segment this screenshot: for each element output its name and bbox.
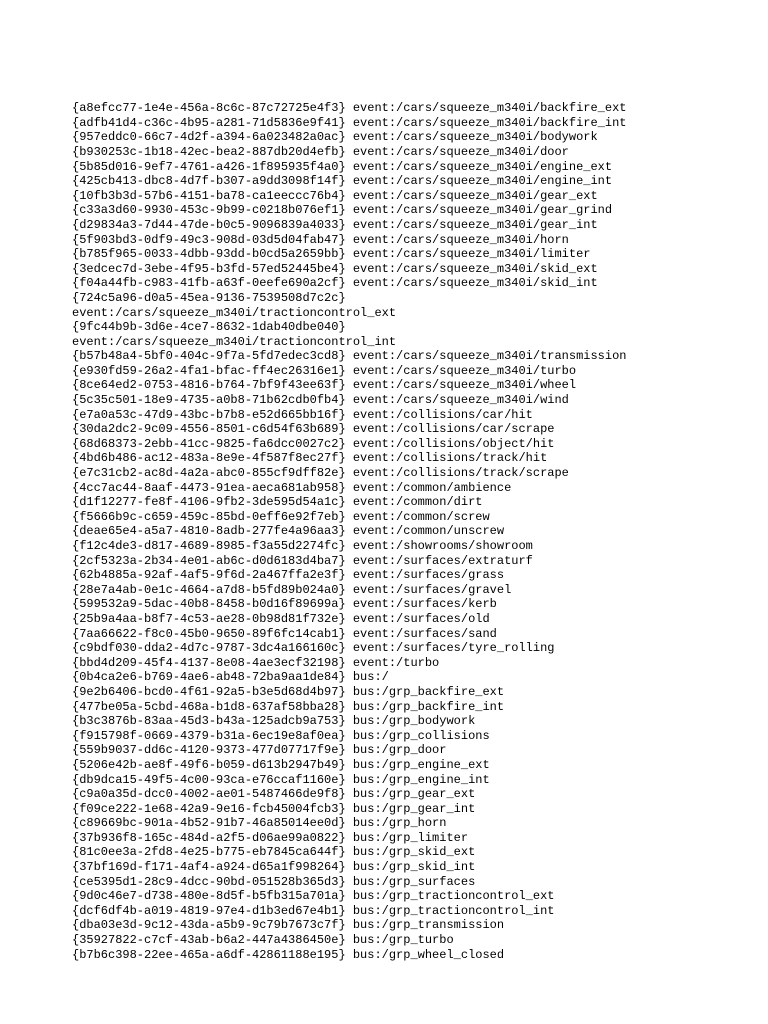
guid-line: {deae65e4-a5a7-4810-8adb-277fe4a96aa3} event:/common/unscrew: [72, 524, 505, 539]
guid-line: {957eddc0-66c7-4d2f-a394-6a023482a0ac} event:/cars/squeeze_m340i/bodywork: [72, 130, 598, 145]
guid-line: {c9bdf030-dda2-4d7c-9787-3dc4a166160c} event:/surfaces/tyre_rolling: [72, 641, 555, 656]
guid-line: {b785f965-0033-4dbb-93dd-b0cd5a2659bb} event:/cars/squeeze_m340i/limiter: [72, 247, 591, 262]
guid-line: {62b4885a-92af-4af5-9f6d-2a467ffa2e3f} event:/surfaces/grass: [72, 568, 505, 583]
guid-line: {5f903bd3-0df9-49c3-908d-03d5d04fab47} event:/cars/squeeze_m340i/horn: [72, 232, 569, 247]
guid-line: {724c5a96-d0a5-45ea-9136-7539508d7c2c}: [72, 290, 346, 305]
guid-line: {9fc44b9b-3d6e-4ce7-8632-1dab40dbe040}: [72, 320, 346, 335]
guid-line: {d29834a3-7d44-47de-b0c5-9096839a4033} event:/cars/squeeze_m340i/gear_int: [72, 217, 598, 232]
guid-line: {b57b48a4-5bf0-404c-9f7a-5fd7edec3cd8} event:/cars/squeeze_m340i/transmission: [72, 349, 627, 364]
guid-line: {5c35c501-18e9-4735-a0b8-71b62cdb0fb4} event:/cars/squeeze_m340i/wind: [72, 393, 569, 408]
guid-line: {7aa66622-f8c0-45b0-9650-89f6fc14cab1} event:/surfaces/sand: [72, 626, 497, 641]
guid-line: {c89669bc-901a-4b52-91b7-46a85014ee0d} bus:/grp_horn: [72, 816, 447, 831]
guid-line: {9e2b6406-bcd0-4f61-92a5-b3e5d68d4b97} bus:/grp_backfire_ext: [72, 684, 505, 699]
guid-line: {9d0c46e7-d738-480e-8d5f-b5fb315a701a} bus:/grp_tractioncontrol_ext: [72, 889, 555, 904]
guid-line: {f04a44fb-c983-41fb-a63f-0eefe690a2cf} event:/cars/squeeze_m340i/skid_int: [72, 276, 598, 291]
guid-line: {dba03e3d-9c12-43da-a5b9-9c79b7673c7f} bus:/grp_transmission: [72, 918, 505, 933]
guid-line: {559b9037-dd6c-4120-9373-477d07717f9e} bus:/grp_door: [72, 743, 447, 758]
guid-line: {425cb413-dbc8-4d7f-b307-a9dd3098f14f} event:/cars/squeeze_m340i/engine_int: [72, 174, 613, 189]
guid-line: {e7c31cb2-ac8d-4a2a-abc0-855cf9dff82e} event:/collisions/track/scrape: [72, 466, 569, 481]
guid-line: {e930fd59-26a2-4fa1-bfac-ff4ec26316e1} event:/cars/squeeze_m340i/turbo: [72, 363, 577, 378]
guid-line: {8ce64ed2-0753-4816-b764-7bf9f43ee63f} event:/cars/squeeze_m340i/wheel: [72, 378, 577, 393]
guid-listing: [72, 72, 732, 977]
guid-line: {f09ce222-1e68-42a9-9e16-fcb45004fcb3} bus:/grp_gear_int: [72, 801, 476, 816]
guid-line: {b7b6c398-22ee-465a-a6df-42861188e195} bus:/grp_wheel_closed: [72, 947, 505, 962]
guid-lines: [72, 101, 732, 962]
guid-line: {30da2dc2-9c09-4556-8501-c6d54f63b689} event:/collisions/car/scrape: [72, 422, 555, 437]
guid-line: {10fb3b3d-57b6-4151-ba78-ca1eeccc76b4} event:/cars/squeeze_m340i/gear_ext: [72, 188, 598, 203]
guid-line: event:/cars/squeeze_m340i/tractioncontrol_ext: [72, 305, 397, 320]
guid-line: {b930253c-1b18-42ec-bea2-887db20d4efb} event:/cars/squeeze_m340i/door: [72, 144, 569, 159]
guid-line: {f5666b9c-c659-459c-85bd-0eff6e92f7eb} event:/common/screw: [72, 509, 490, 524]
guid-line: {5b85d016-9ef7-4761-a426-1f895935f4a0} event:/cars/squeeze_m340i/engine_ext: [72, 159, 613, 174]
guid-line: {c9a0a35d-dcc0-4002-ae01-5487466de9f8} bus:/grp_gear_ext: [72, 787, 476, 802]
guid-line: {28e7a4ab-0e1c-4664-a7d8-b5fd89b024a0} event:/surfaces/gravel: [72, 582, 512, 597]
guid-line: {f915798f-0669-4379-b31a-6ec19e8af0ea} bus:/grp_collisions: [72, 728, 490, 743]
guid-line: {ce5395d1-28c9-4dcc-90bd-051528b365d3} bus:/grp_surfaces: [72, 874, 476, 889]
guid-line: {e7a0a53c-47d9-43bc-b7b8-e52d665bb16f} event:/collisions/car/hit: [72, 407, 533, 422]
guid-line: {dcf6df4b-a019-4819-97e4-d1b3ed67e4b1} bus:/grp_tractioncontrol_int: [72, 903, 555, 918]
guid-line: {68d68373-2ebb-41cc-9825-fa6dcc0027c2} event:/collisions/object/hit: [72, 436, 555, 451]
guid-line: {81c0ee3a-2fd8-4e25-b775-eb7845ca644f} bus:/grp_skid_ext: [72, 845, 476, 860]
guid-line: {5206e42b-ae8f-49f6-b059-d613b2947b49} bus:/grp_engine_ext: [72, 757, 490, 772]
guid-line: {0b4ca2e6-b769-4ae6-ab48-72ba9aa1de84} bus:/: [72, 670, 389, 685]
guid-line: {4cc7ac44-8aaf-4473-91ea-aeca681ab958} event:/common/ambience: [72, 480, 512, 495]
guid-line: {3edcec7d-3ebe-4f95-b3fd-57ed52445be4} event:/cars/squeeze_m340i/skid_ext: [72, 261, 598, 276]
guid-line: {c33a3d60-9930-453c-9b99-c0218b076ef1} event:/cars/squeeze_m340i/gear_grind: [72, 203, 613, 218]
guid-line: {477be05a-5cbd-468a-b1d8-637af58bba28} bus:/grp_backfire_int: [72, 699, 505, 714]
guid-line: event:/cars/squeeze_m340i/tractioncontrol_int: [72, 334, 397, 349]
guid-line: {a8efcc77-1e4e-456a-8c6c-87c72725e4f3} event:/cars/squeeze_m340i/backfire_ext: [72, 101, 627, 116]
guid-line: {37bf169d-f171-4af4-a924-d65a1f998264} bus:/grp_skid_int: [72, 860, 476, 875]
guid-line: {bbd4d209-45f4-4137-8e08-4ae3ecf32198} event:/turbo: [72, 655, 440, 670]
guid-line: {35927822-c7cf-43ab-b6a2-447a4386450e} bus:/grp_turbo: [72, 933, 454, 948]
guid-line: {d1f12277-fe8f-4106-9fb2-3de595d54a1c} event:/common/dirt: [72, 495, 483, 510]
guid-line: {db9dca15-49f5-4c00-93ca-e76ccaf1160e} bus:/grp_engine_int: [72, 772, 490, 787]
guid-line: {f12c4de3-d817-4689-8985-f3a55d2274fc} event:/showrooms/showroom: [72, 539, 533, 553]
guid-line: {2cf5323a-2b34-4e01-ab6c-d0d6183d4ba7} event:/surfaces/extraturf: [72, 553, 533, 568]
guid-line: {599532a9-5dac-40b8-8458-b0d16f89699a} event:/surfaces/kerb: [72, 597, 497, 612]
guid-line: {37b936f8-165c-484d-a2f5-d06ae99a0822} bus:/grp_limiter: [72, 830, 469, 845]
guid-line: {25b9a4aa-b8f7-4c53-ae28-0b98d81f732e} event:/surfaces/old: [72, 611, 490, 626]
guid-line: {b3c3876b-83aa-45d3-b43a-125adcb9a753} bus:/grp_bodywork: [72, 714, 476, 729]
guid-line: {4bd6b486-ac12-483a-8e9e-4f587f8ec27f} event:/collisions/track/hit: [72, 451, 548, 466]
guid-line: {adfb41d4-c36c-4b95-a281-71d5836e9f41} event:/cars/squeeze_m340i/backfire_int: [72, 115, 627, 130]
